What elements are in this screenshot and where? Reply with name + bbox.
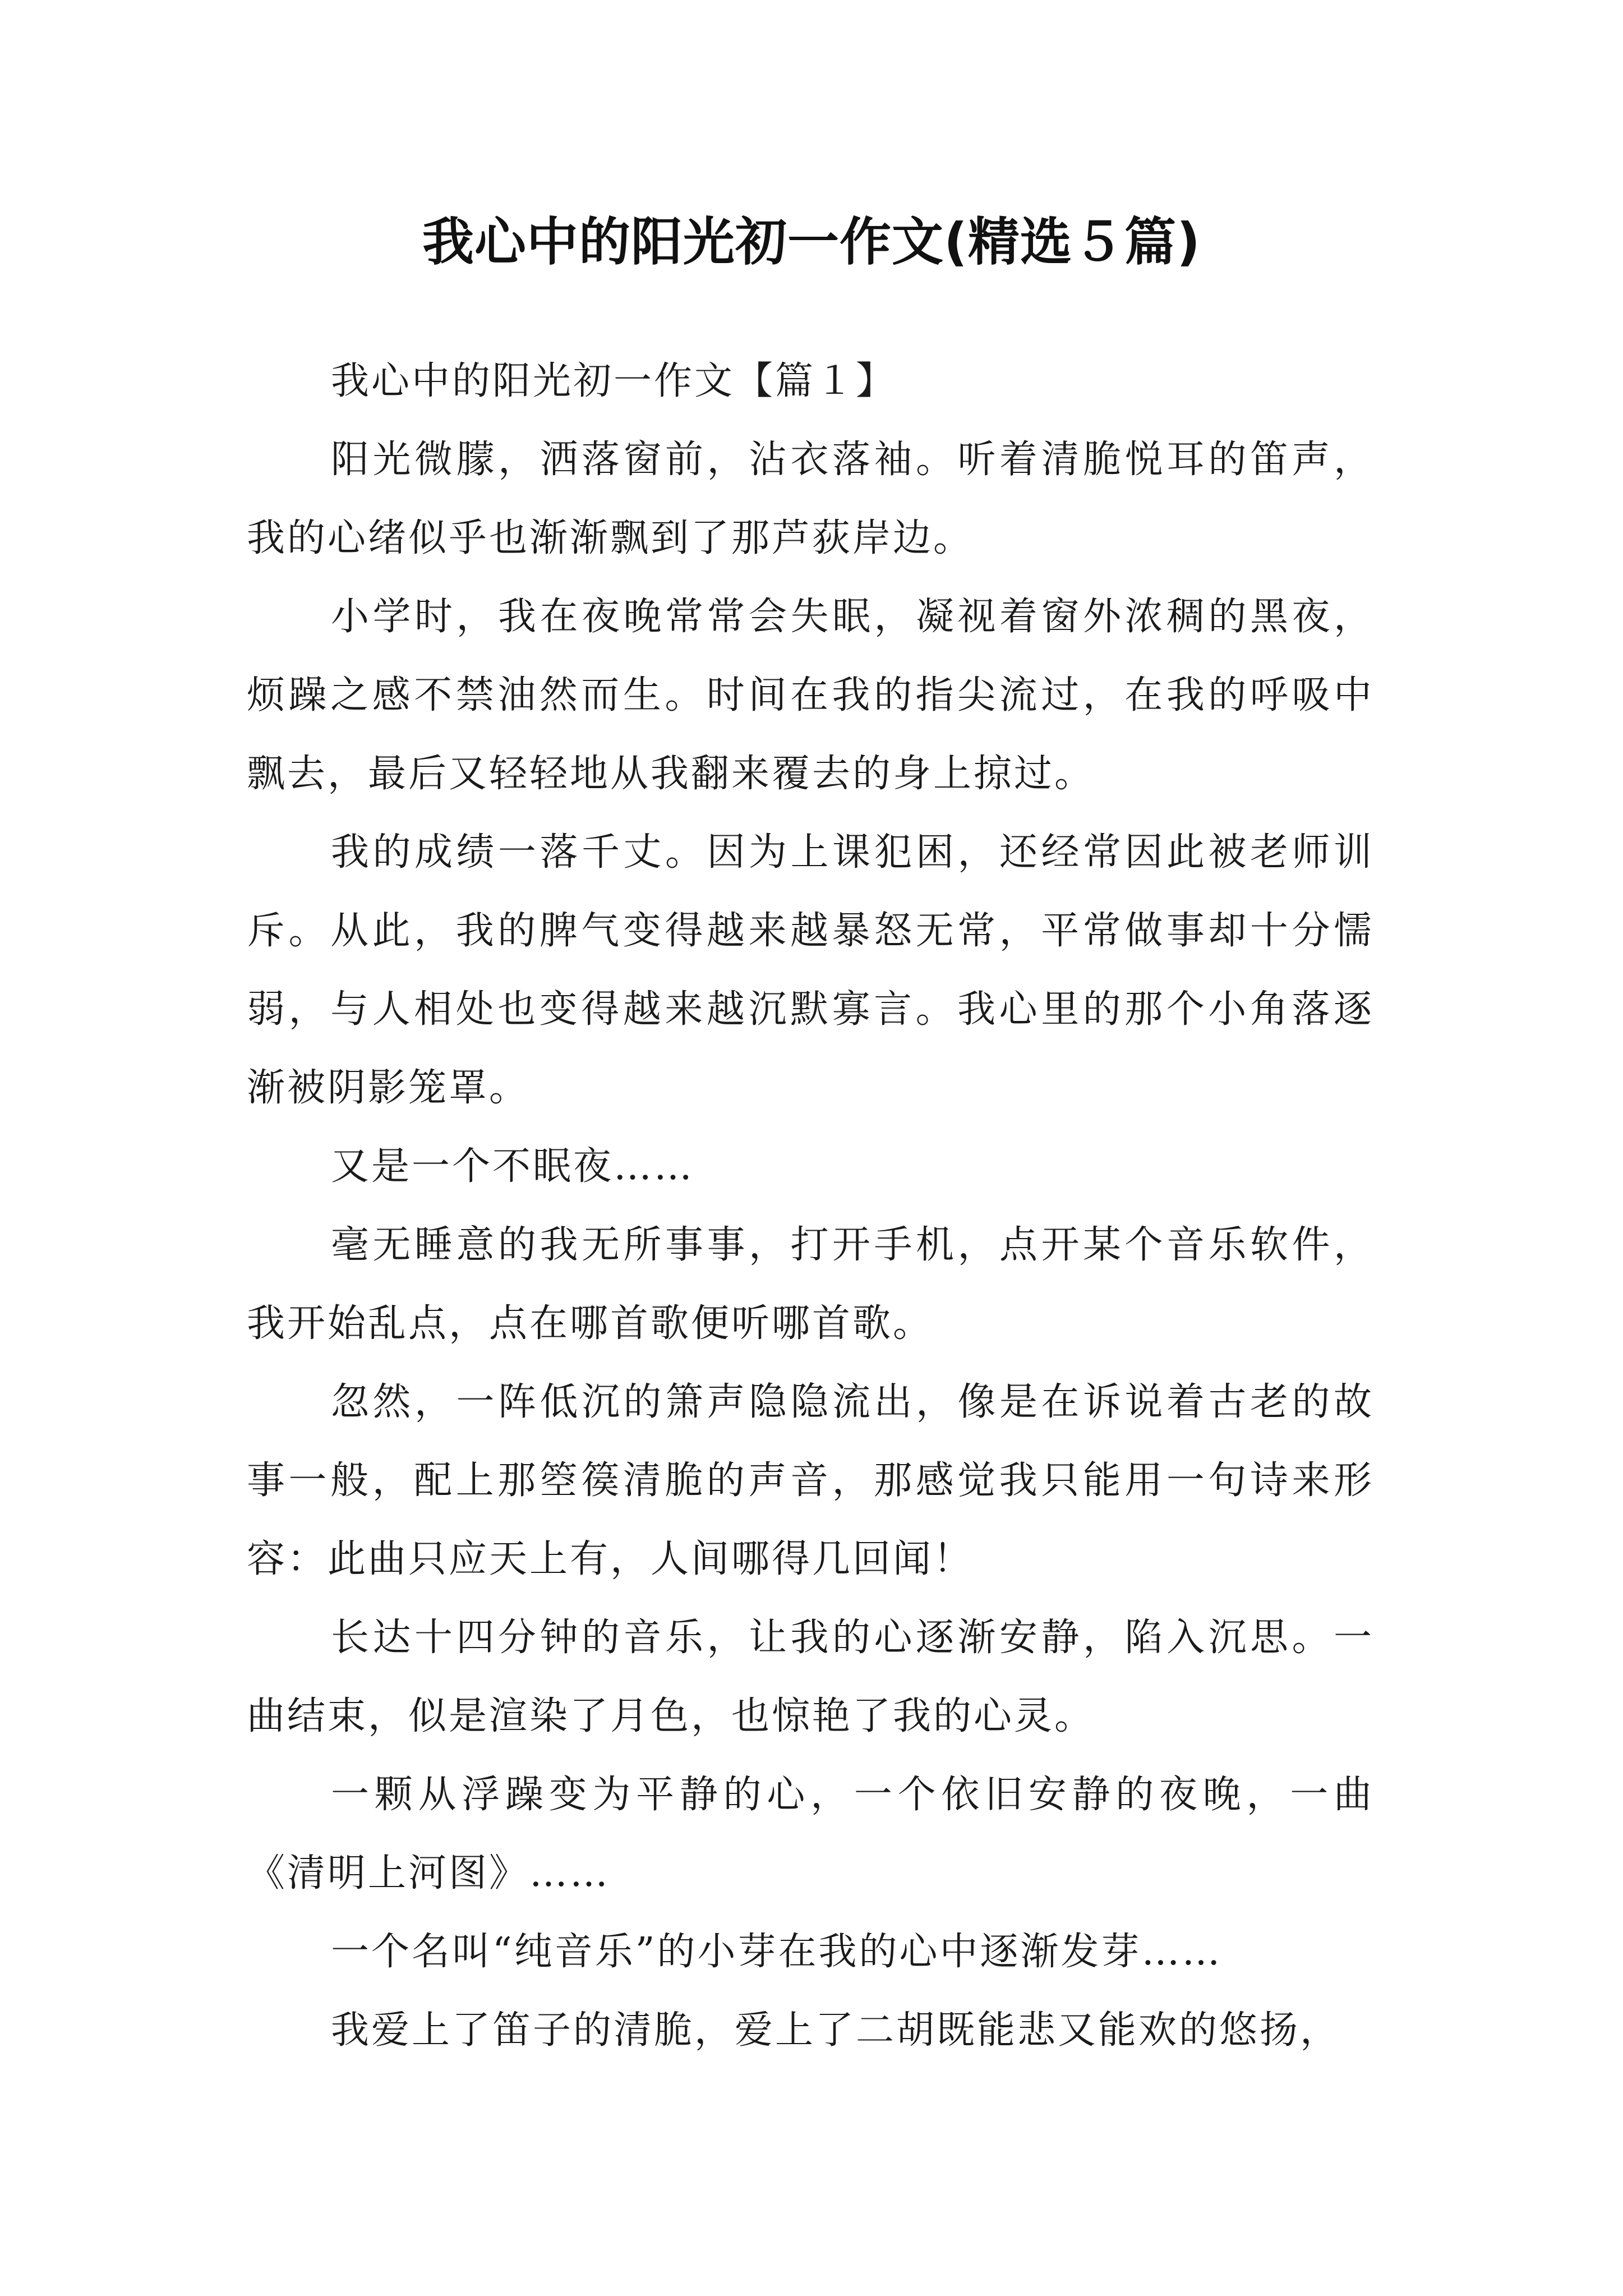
paragraph: 毫无睡意的我无所事事，打开手机，点开某个音乐软件，我开始乱点，点在哪首歌便听哪首歌。 [247,1223,1374,1346]
paragraph: 小学时，我在夜晚常常会失眠，凝视着窗外浓稠的黑夜，烦躁之感不禁油然而生。时间在我的指尖流过，在我的呼吸中飘去，最后又轻轻地从我翻来覆去的身上掠过。 [247,595,1374,796]
document-body [247,342,1374,2070]
paragraph: 一颗从浮躁变为平静的心，一个依旧安静的夜晚，一曲《清明上河图》…… [247,1773,1374,1895]
paragraph: 阳光微朦，洒落窗前，沾衣落袖。听着清脆悦耳的笛声，我的心绪似乎也渐渐飘到了那芦荻岸边。 [247,438,1374,560]
document-title: 我心中的阳光初一作文(精选５篇) [422,212,1201,272]
paragraph: 长达十四分钟的音乐，让我的心逐渐安静，陷入沉思。一曲结束，似是渲染了月色，也惊艳了我的心灵。 [247,1616,1374,1738]
paragraph: 我爱上了笛子的清脆，爱上了二胡既能悲又能欢的悠扬， [331,2008,1341,2053]
paragraph: 我的成绩一落千丈。因为上课犯困，还经常因此被老师训斥。从此，我的脾气变得越来越暴怒无常，平常做事却十分懦弱，与人相处也变得越来越沉默寡言。我心里的那个小角落逐渐被阴影笼罩。 [247,830,1374,1110]
paragraph: 又是一个不眠夜…… [331,1144,695,1189]
paragraph: 忽然，一阵低沉的箫声隐隐流出，像是在诉说着古老的故事一般，配上那箜篌清脆的声音，那感觉我只能用一句诗来形容：此曲只应天上有，人间哪得几回闻！ [247,1380,1374,1581]
section-heading: 我心中的阳光初一作文【篇１】 [331,359,897,403]
paragraph: 一个名叫“纯音乐”的小芽在我的心中逐渐发芽…… [331,1930,1223,1974]
